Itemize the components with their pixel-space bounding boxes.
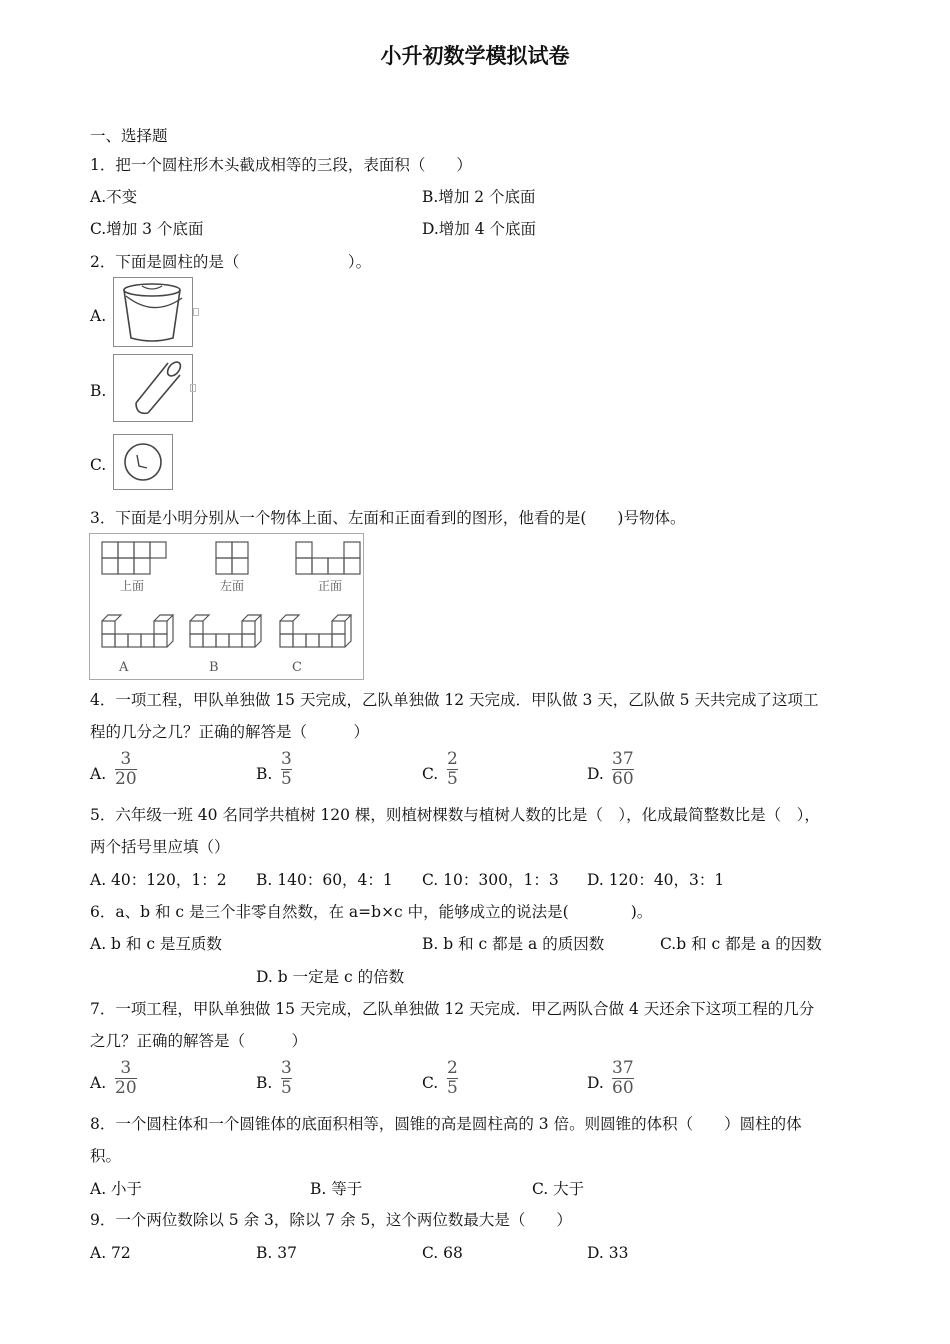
three-views-figure: [89, 533, 364, 680]
q4-fraction-a: 3 20: [115, 749, 137, 789]
question-6-option-a: A. b 和 c 是互质数: [90, 935, 222, 953]
question-4-option-b: B.: [256, 765, 273, 783]
circle-image: [113, 434, 173, 490]
question-7-option-d: D.: [587, 1074, 604, 1092]
question-5-stem-line1: 5．六年级一班 40 名同学共植树 120 棵，则植树棵数与植树人数的比是（ ），化成最简整数比是（ ），: [90, 806, 820, 824]
question-4-stem-line1: 4．一项工程，甲队单独做 15 天完成，乙队单独做 12 天完成．甲队做 3 天，乙队做 5 天共完成了这项工: [90, 691, 819, 709]
bucket-image: [113, 277, 193, 347]
question-1-option-a: A.不变: [90, 188, 138, 206]
question-9-stem: 9．一个两位数除以 5 余 3，除以 7 余 5，这个两位数最大是（ ）: [90, 1211, 572, 1229]
question-1-option-b: B.增加 2 个底面: [422, 188, 536, 206]
question-4-option-a: A.: [90, 765, 107, 783]
question-2-option-b: B.: [90, 382, 107, 400]
view-label-left: 左面: [220, 579, 245, 593]
q7-fraction-a: 3 20: [115, 1058, 137, 1098]
question-5-option-d: D. 120：40，3：1: [587, 871, 725, 889]
question-1-option-d: D.增加 4 个底面: [422, 220, 537, 238]
cylinder-image: [113, 354, 193, 422]
question-7-option-c: C.: [422, 1074, 439, 1092]
question-6-option-b: B. b 和 c 都是 a 的质因数: [422, 935, 605, 953]
question-7-stem-line1: 7．一项工程，甲队单独做 15 天完成，乙队单独做 12 天完成．甲乙两队合做 4 天还余下这项工程的几分: [90, 1000, 815, 1018]
question-8-option-c: C. 大于: [532, 1180, 585, 1198]
question-7-option-b: B.: [256, 1074, 273, 1092]
question-6-stem: 6．a、b 和 c 是三个非零自然数，在 a=b×c 中，能够成立的说法是( )。: [90, 903, 653, 921]
object-label-b: B: [209, 660, 219, 675]
question-2-option-c: C.: [90, 456, 107, 474]
question-9-option-d: D. 33: [587, 1244, 629, 1262]
question-9-option-c: C. 68: [422, 1244, 463, 1262]
q7-fraction-d: 37 60: [612, 1058, 634, 1098]
section-heading: 一、选择题: [90, 127, 168, 145]
question-5-stem-line2: 两个括号里应填（）: [90, 838, 230, 856]
question-7-option-a: A.: [90, 1074, 107, 1092]
question-5-option-a: A. 40：120，1：2: [90, 871, 227, 889]
question-5-option-c: C. 10：300，1：3: [422, 871, 559, 889]
object-label-c: C: [292, 660, 302, 675]
page-title: 小升初数学模拟试卷: [380, 44, 570, 68]
question-4-option-c: C.: [422, 765, 439, 783]
question-6-option-d: D. b 一定是 c 的倍数: [256, 968, 405, 986]
q4-fraction-b: 3 5: [281, 749, 292, 789]
q4-fraction-c: 2 5: [447, 749, 458, 789]
question-5-option-b: B. 140：60，4：1: [256, 871, 393, 889]
q7-fraction-c: 2 5: [447, 1058, 458, 1098]
question-4-option-d: D.: [587, 765, 604, 783]
question-1-option-c: C.增加 3 个底面: [90, 220, 204, 238]
question-8-option-a: A. 小于: [90, 1180, 143, 1198]
question-9-option-b: B. 37: [256, 1244, 297, 1262]
question-8-stem-line2: 积。: [90, 1147, 122, 1165]
question-7-stem-line2: 之几？正确的解答是（ ）: [90, 1032, 308, 1050]
view-label-front: 正面: [318, 579, 343, 593]
q7-fraction-b: 3 5: [281, 1058, 292, 1098]
question-6-option-c: C.b 和 c 都是 a 的因数: [660, 935, 822, 953]
question-3-stem: 3．下面是小明分别从一个物体上面、左面和正面看到的图形，他看的是( )号物体。: [90, 509, 686, 527]
object-label-a: A: [119, 660, 129, 675]
question-8-stem-line1: 8．一个圆柱体和一个圆锥体的底面积相等，圆锥的高是圆柱高的 3 倍。则圆锥的体积（ ）圆柱的体: [90, 1115, 802, 1133]
question-9-option-a: A. 72: [90, 1244, 131, 1262]
question-2-stem: 2．下面是圆柱的是（ ）。: [90, 253, 372, 271]
question-1-stem: 1．把一个圆柱形木头截成相等的三段，表面积（ ）: [90, 156, 472, 174]
q4-fraction-d: 37 60: [612, 749, 634, 789]
question-4-stem-line2: 程的几分之几？正确的解答是（ ）: [90, 723, 370, 741]
question-8-option-b: B. 等于: [310, 1180, 363, 1198]
view-label-top: 上面: [120, 579, 145, 593]
question-2-option-a: A.: [90, 307, 107, 325]
